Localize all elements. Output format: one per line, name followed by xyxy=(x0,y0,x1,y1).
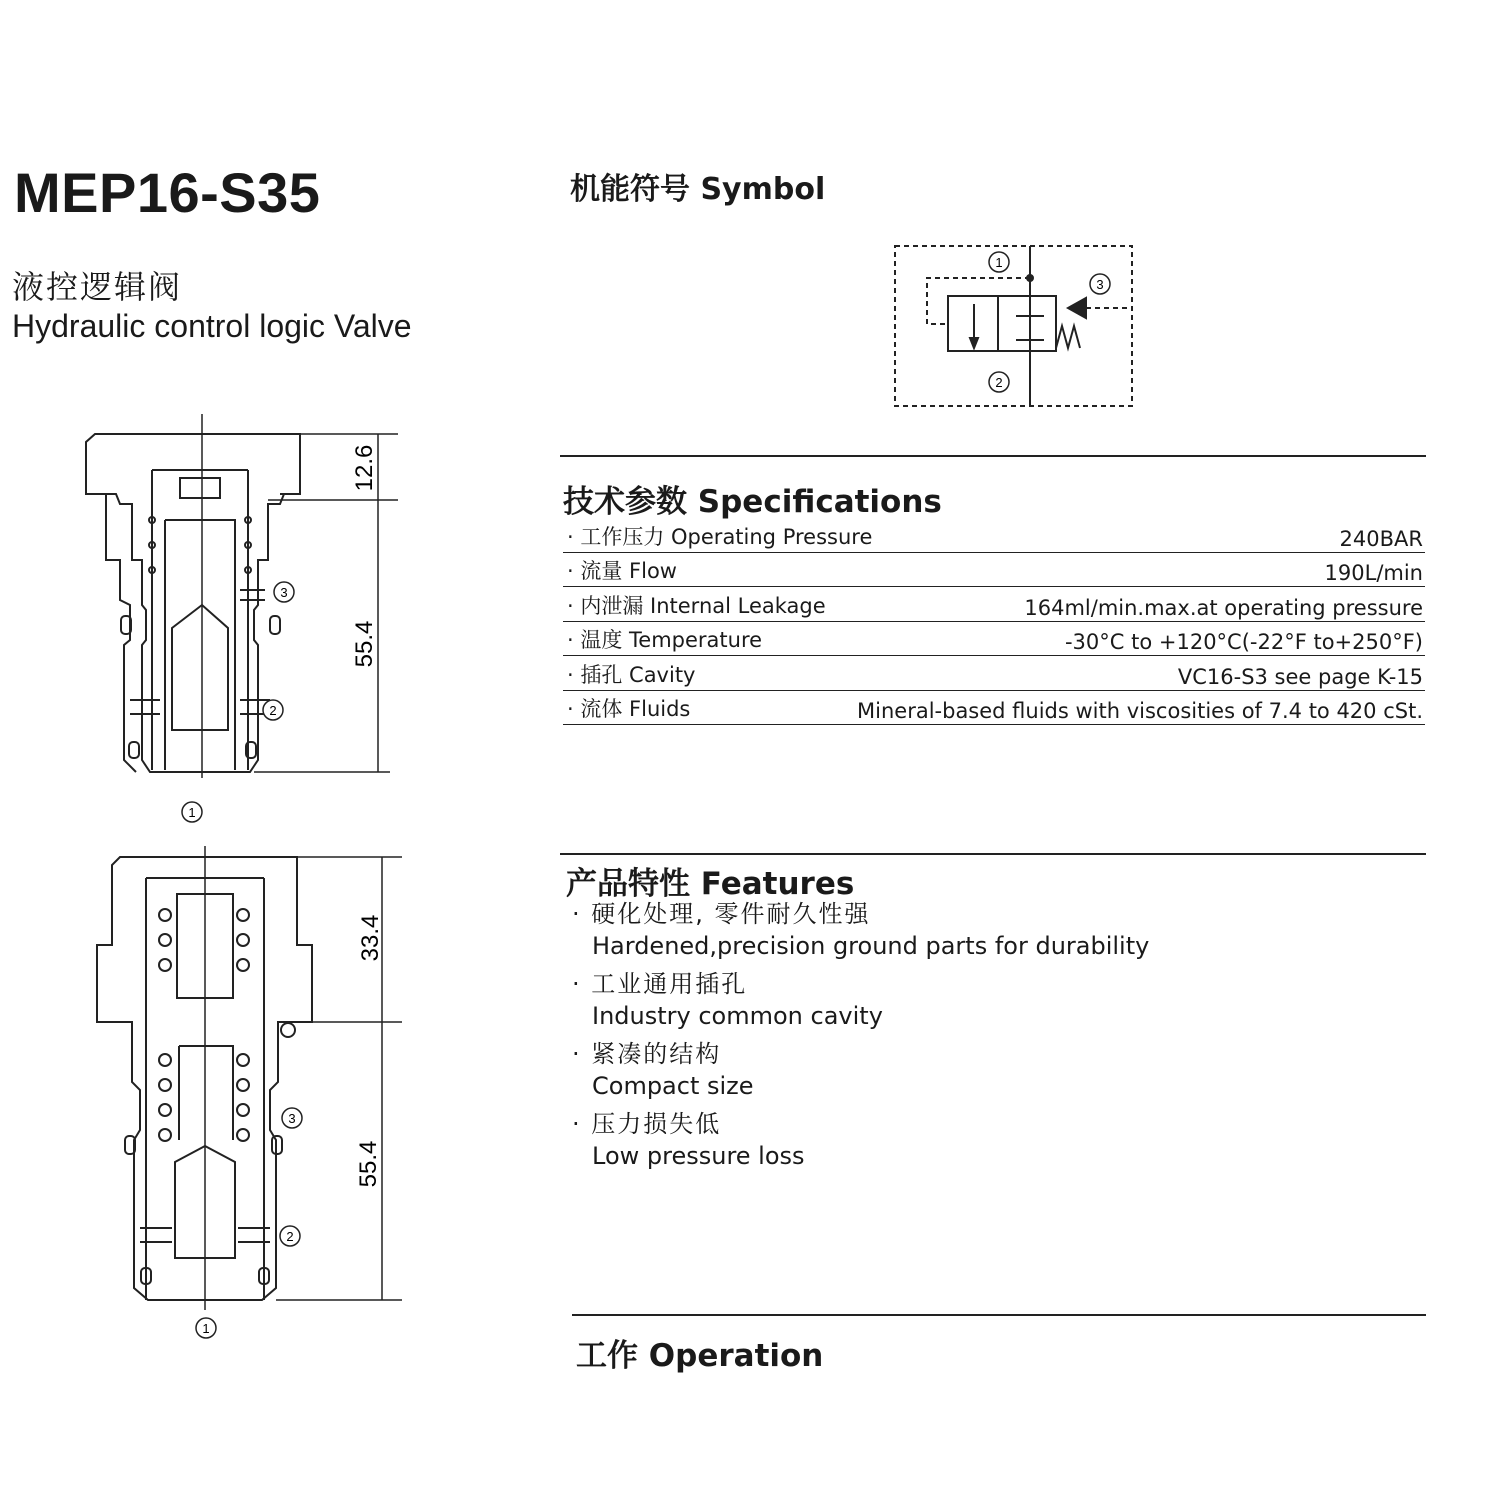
svg-text:1: 1 xyxy=(202,1321,210,1336)
list-item xyxy=(572,1108,1149,1172)
spec-row xyxy=(563,518,1425,553)
spec-row xyxy=(563,553,1425,588)
spec-value: 190L/min xyxy=(1324,561,1423,585)
svg-text:1: 1 xyxy=(188,805,196,820)
spec-value: 240BAR xyxy=(1339,526,1423,551)
spec-value: VC16-S3 see page K-15 xyxy=(1177,664,1423,689)
spec-label: · 工作压力 Operating Pressure xyxy=(567,524,873,549)
features-heading: 产品特性 Features xyxy=(566,866,855,902)
symbol-port-2-label: 2 xyxy=(995,375,1003,390)
product-title-chinese: 液控逻辑阀 xyxy=(12,268,183,306)
spec-value: 164ml/min.max.at operating pressure xyxy=(1024,595,1423,620)
svg-text:3: 3 xyxy=(280,585,288,600)
dimension-lower-1: 55.4 xyxy=(351,620,378,668)
drawing-2-port-3 xyxy=(282,1108,302,1128)
specifications-table xyxy=(563,518,1425,725)
spec-label: · 内泄漏 Internal Leakage xyxy=(567,593,826,618)
symbol-port-2 xyxy=(989,372,1009,392)
symbol-port-3-label: 3 xyxy=(1096,277,1104,292)
svg-text:3: 3 xyxy=(288,1111,296,1126)
spec-value: -30°C to +120°C(-22°F to+250°F) xyxy=(1064,630,1423,654)
list-item xyxy=(572,898,1149,962)
drawing-1-port-1 xyxy=(182,802,202,822)
feature-en: Low pressure loss xyxy=(592,1142,805,1170)
operation-heading: 工作 Operation xyxy=(576,1338,824,1374)
drawing-1-port-2 xyxy=(263,700,283,720)
operation-heading-clip xyxy=(576,1330,976,1374)
dimension-lower-2: 55.4 xyxy=(355,1140,382,1188)
model-number: MEP16-S35 xyxy=(14,161,321,224)
spec-value: Mineral-based fluids with viscosities of 7.4 to 420 cSt. xyxy=(857,699,1423,723)
feature-en: Compact size xyxy=(592,1072,754,1100)
dimension-upper-1: 12.6 xyxy=(351,444,378,492)
drawing-2-port-1 xyxy=(196,1318,216,1338)
feature-en: Hardened,precision ground parts for durability xyxy=(592,932,1150,960)
spec-row xyxy=(563,587,1425,622)
spec-label: · 插孔 Cavity xyxy=(567,662,696,687)
divider xyxy=(572,1314,1426,1316)
feature-cn: · 紧凑的结构 xyxy=(572,1040,722,1068)
list-item xyxy=(572,968,1149,1032)
dimension-upper-2: 33.4 xyxy=(357,914,384,962)
spec-label: · 流量 Flow xyxy=(567,559,677,583)
symbol-port-3 xyxy=(1090,274,1110,294)
hydraulic-symbol xyxy=(895,246,1132,406)
spec-row xyxy=(563,691,1425,726)
list-item xyxy=(572,1038,1149,1102)
drawing-2-port-2 xyxy=(280,1226,300,1246)
divider xyxy=(560,455,1426,457)
symbol-port-1 xyxy=(989,252,1009,272)
spec-label: · 温度 Temperature xyxy=(567,628,763,652)
product-title-english: Hydraulic control logic Valve xyxy=(12,308,412,344)
svg-text:2: 2 xyxy=(286,1229,294,1244)
specifications-heading: 技术参数 Specifications xyxy=(563,484,942,520)
feature-cn: · 压力损失低 xyxy=(572,1110,722,1138)
symbol-port-1-label: 1 xyxy=(995,255,1003,270)
feature-cn: · 硬化处理, 零件耐久性强 xyxy=(572,900,871,928)
features-list xyxy=(572,898,1149,1178)
drawing-1-port-3 xyxy=(274,582,294,602)
feature-cn: · 工业通用插孔 xyxy=(572,970,748,998)
divider xyxy=(560,853,1426,855)
svg-text:2: 2 xyxy=(269,703,277,718)
feature-en: Industry common cavity xyxy=(592,1002,883,1030)
spec-label: · 流体 Fluids xyxy=(567,697,691,721)
spec-row xyxy=(563,656,1425,691)
symbol-heading: 机能符号 Symbol xyxy=(570,172,826,207)
spec-row xyxy=(563,622,1425,657)
